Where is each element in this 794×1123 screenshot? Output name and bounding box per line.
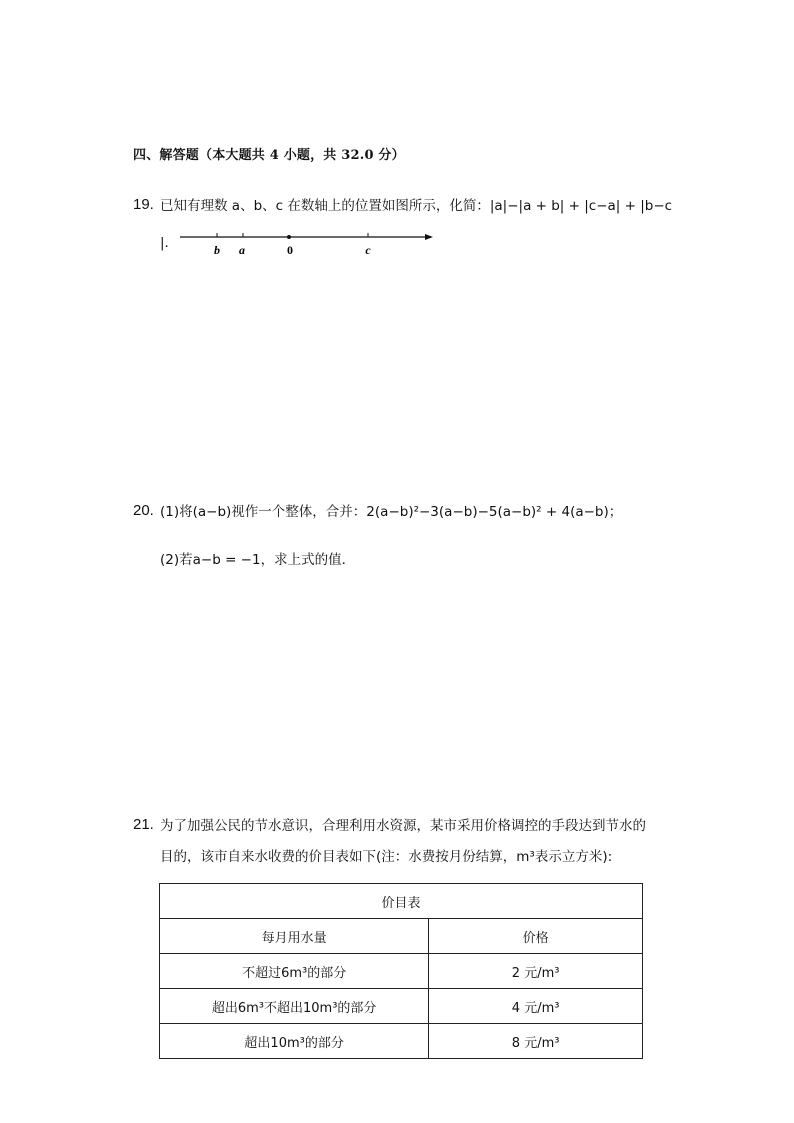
question-20-line1: (1)将(a−b)视作一个整体，合并：2(a−b)²−3(a−b)−5(a−b)² + 4(a−b)； [160,504,623,520]
table-header-price: 价格 [429,919,643,954]
number-line-arrow [425,234,433,240]
question-21-line1: 为了加强公民的节水意识，合理利用水资源，某市采用价格调控的手段达到节水的 [160,818,646,834]
label-c: c [365,243,371,257]
table-title: 价目表 [160,884,643,919]
question-19-line2: |． [160,235,179,251]
price-table [159,883,643,1059]
table-cell-usage: 不超过6m³的部分 [160,954,429,989]
table-cell-price: 2 元/m³ [429,954,643,989]
section-title: 四、解答题（本大题共 4 小题，共 32.0 分） [133,148,405,163]
table-cell-price: 8 元/m³ [429,1024,643,1059]
table-cell-price: 4 元/m³ [429,989,643,1024]
table-row [160,1024,643,1059]
label-0: 0 [287,243,293,257]
question-21-line2: 目的，该市自来水收费的价目表如下(注：水费按月份结算，m³表示立方米): [160,849,613,865]
number-line-figure [175,225,440,257]
question-19-line1: 已知有理数 a、b、c 在数轴上的位置如图所示，化简：|a|−|a + b| + |c−a| + |b−c [160,198,673,214]
question-19-number: 19. [133,196,154,213]
origin-point [287,235,291,239]
table-cell-usage: 超出10m³的部分 [160,1024,429,1059]
question-20-line2: (2)若a−b = −1，求上式的值． [160,552,356,568]
question-20-number: 20. [133,502,154,519]
table-header-usage: 每月用水量 [160,919,429,954]
table-cell-usage: 超出6m³不超出10m³的部分 [160,989,429,1024]
label-b: b [214,243,220,257]
table-row [160,989,643,1024]
table-row [160,954,643,989]
question-21-number: 21. [133,816,154,833]
label-a: a [239,243,245,257]
